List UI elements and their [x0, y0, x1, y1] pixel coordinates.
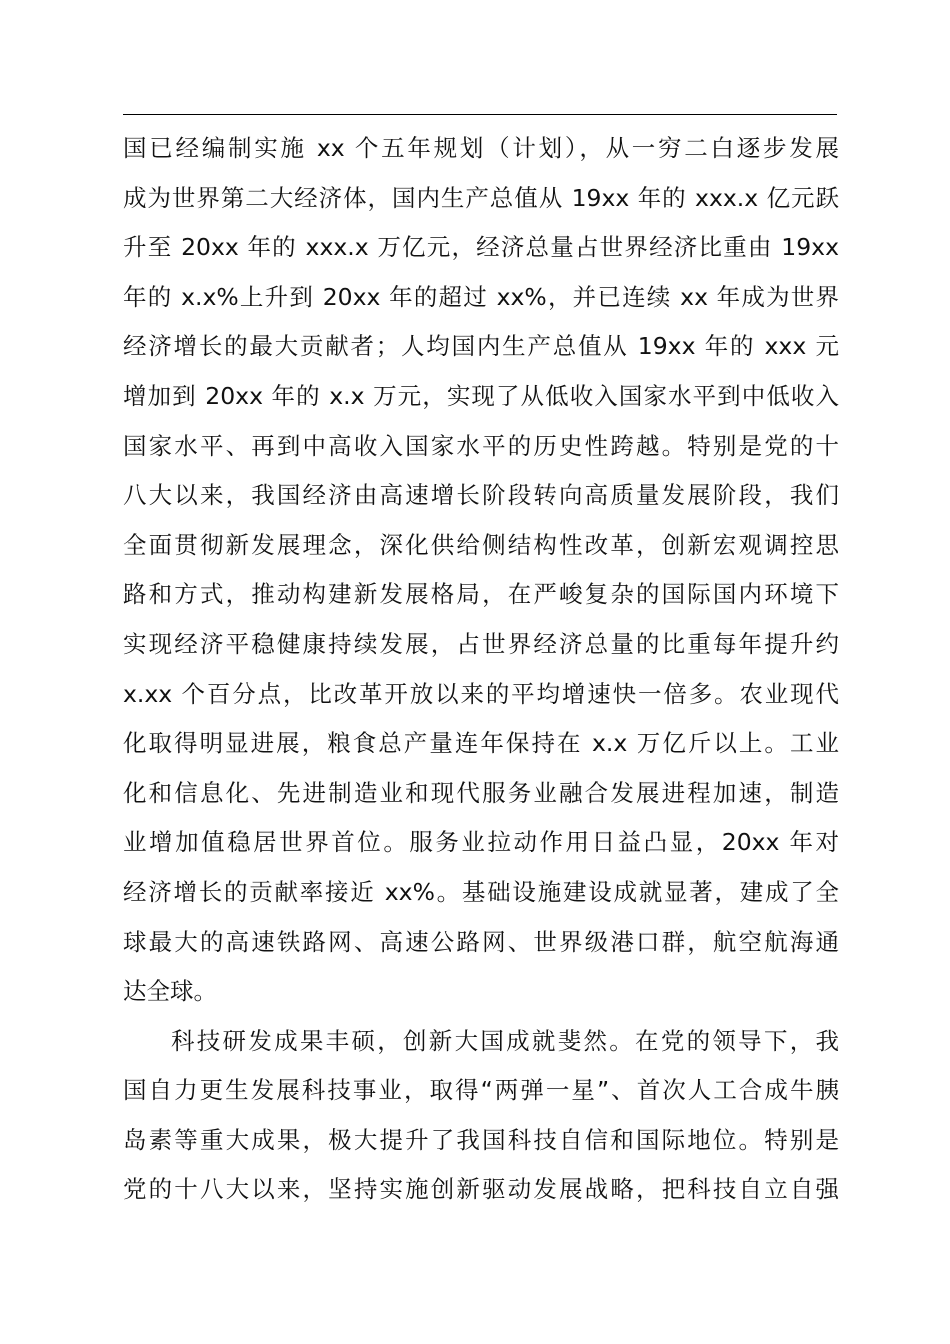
- header-rule: [123, 114, 837, 115]
- text-line: 实现经济平稳健康持续发展，占世界经济总量的比重每年提升约: [123, 629, 839, 658]
- text-line: x.xx 个百分点，比改革开放以来的平均增速快一倍多。农业现代: [123, 679, 839, 708]
- text-line: 化和信息化、先进制造业和现代服务业融合发展进程加速，制造: [123, 778, 839, 807]
- text-line: 国自力更生发展科技事业，取得“两弹一星”、首次人工合成牛胰: [123, 1076, 839, 1105]
- text-line: 科技研发成果丰硕，创新大国成就斐然。在党的领导下，我: [171, 1026, 839, 1055]
- text-line: 全面贯彻新发展理念，深化供给侧结构性改革，创新宏观调控思: [123, 530, 839, 559]
- text-line: 路和方式，推动构建新发展格局，在严峻复杂的国际国内环境下: [123, 580, 839, 609]
- text-line: 经济增长的最大贡献者；人均国内生产总值从 19xx 年的 xxx 元: [123, 332, 839, 361]
- text-line: 成为世界第二大经济体，国内生产总值从 19xx 年的 xxx.x 亿元跃: [123, 183, 839, 212]
- text-line: 八大以来，我国经济由高速增长阶段转向高质量发展阶段，我们: [123, 481, 839, 510]
- text-line: 球最大的高速铁路网、高速公路网、世界级港口群，航空航海通: [123, 927, 839, 956]
- text-line: 党的十八大以来，坚持实施创新驱动发展战略，把科技自立自强: [123, 1175, 839, 1204]
- text-line: 化取得明显进展，粮食总产量连年保持在 x.x 万亿斤以上。工业: [123, 729, 839, 758]
- text-line: 达全球。: [123, 977, 217, 1006]
- text-line: 业增加值稳居世界首位。服务业拉动作用日益凸显，20xx 年对: [123, 828, 839, 857]
- text-line: 增加到 20xx 年的 x.x 万元，实现了从低收入国家水平到中低收入: [123, 381, 839, 410]
- text-line: 国已经编制实施 xx 个五年规划（计划），从一穷二白逐步发展: [123, 134, 839, 162]
- text-line: 经济增长的贡献率接近 xx%。基础设施建设成就显著，建成了全: [123, 877, 839, 906]
- document-body: [123, 124, 839, 1215]
- text-line: 岛素等重大成果，极大提升了我国科技自信和国际地位。特别是: [123, 1125, 839, 1154]
- text-line: 升至 20xx 年的 xxx.x 万亿元，经济总量占世界经济比重由 19xx: [123, 233, 839, 262]
- text-line: 年的 x.x%上升到 20xx 年的超过 xx%，并已连续 xx 年成为世界: [123, 282, 839, 311]
- text-line: 国家水平、再到中高收入国家水平的历史性跨越。特别是党的十: [123, 431, 839, 460]
